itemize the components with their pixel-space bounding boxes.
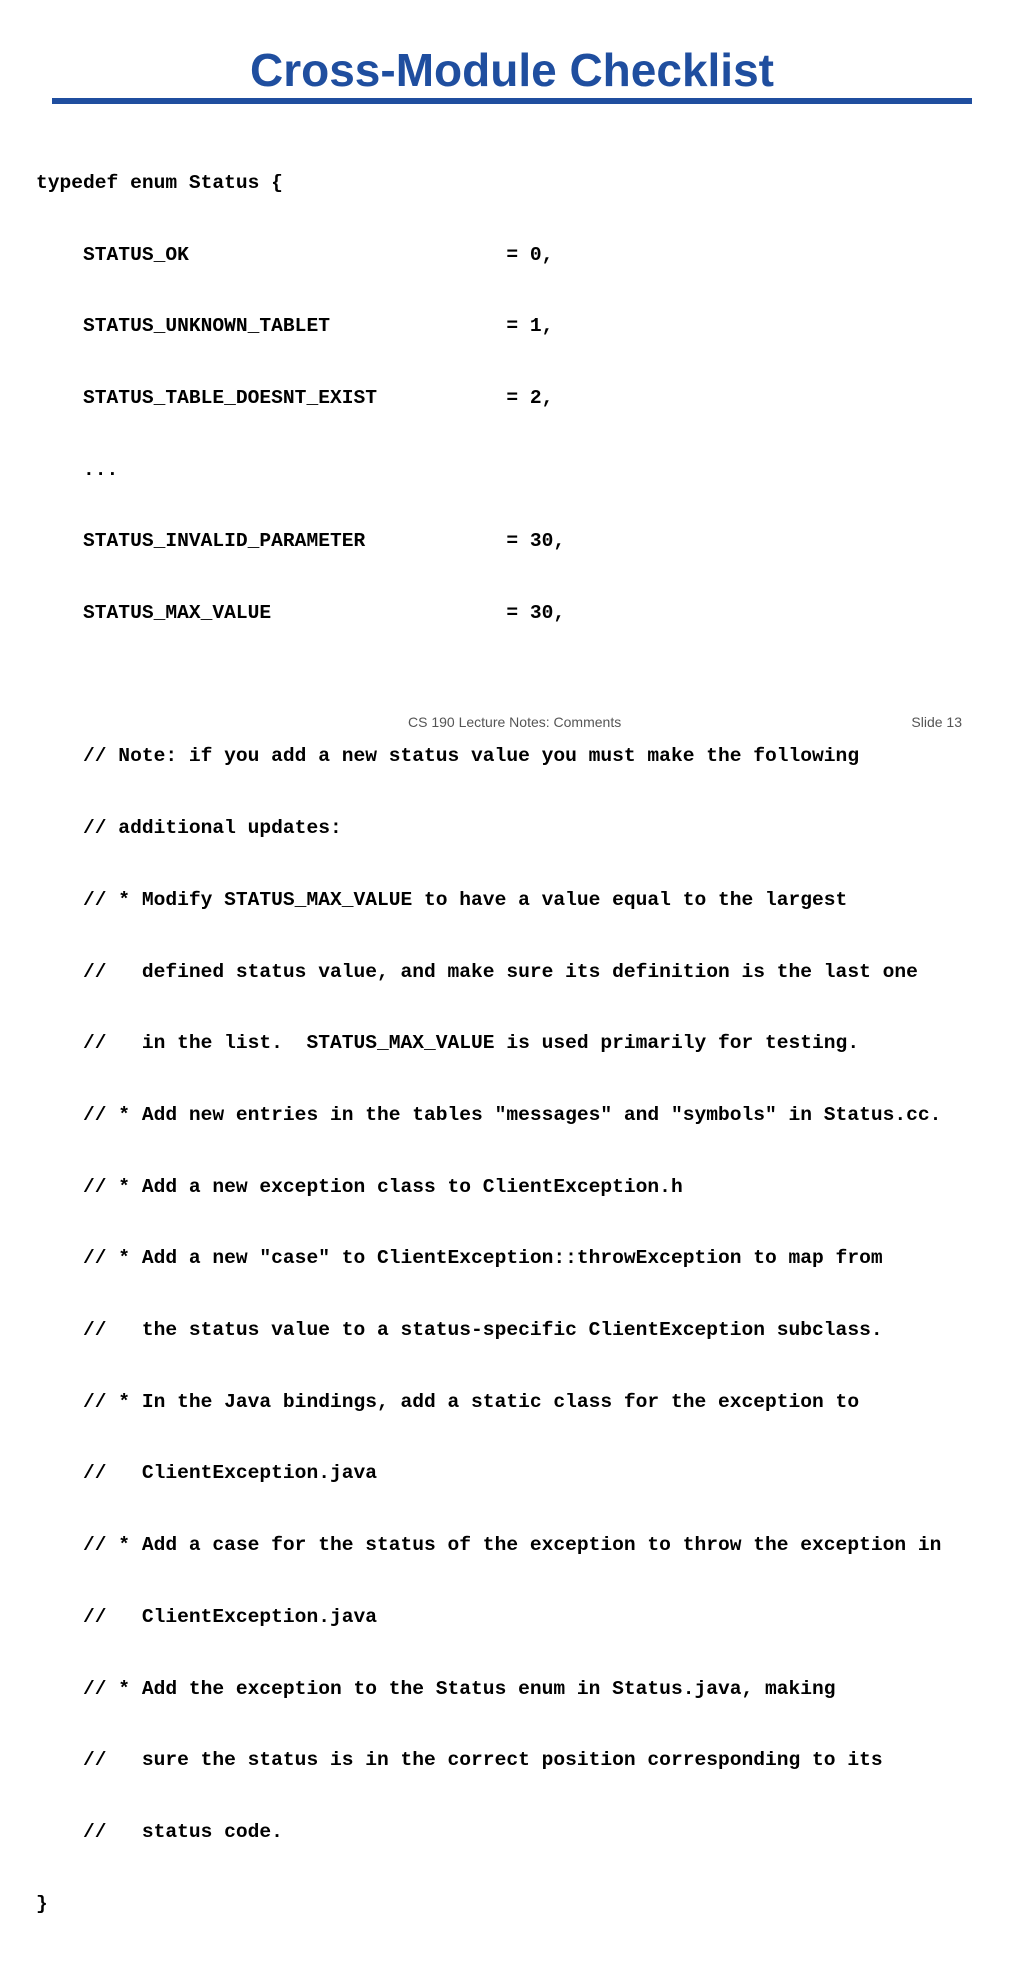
code-line: // status code. — [36, 1820, 283, 1843]
code-line: typedef enum Status { — [36, 171, 283, 194]
code-line: // * Add a case for the status of the exception to throw the exception in — [36, 1534, 942, 1557]
code-line: // * In the Java bindings, add a static class for the exception to — [36, 1390, 860, 1413]
code-line: // * Modify STATUS_MAX_VALUE to have a value equal to the largest — [36, 888, 848, 911]
code-line: STATUS_TABLE_DOESNT_EXIST = 2, — [36, 386, 554, 409]
code-line: STATUS_OK = 0, — [36, 243, 554, 266]
code-line: ... — [36, 458, 119, 481]
code-line: // the status value to a status-specific ClientException subclass. — [36, 1319, 883, 1342]
code-line: // ClientException.java — [36, 1605, 377, 1628]
code-line: // ClientException.java — [36, 1462, 377, 1485]
title-underline — [52, 98, 972, 104]
code-line: // * Add new entries in the tables "messages" and "symbols" in Status.cc. — [36, 1103, 942, 1126]
code-line: // in the list. STATUS_MAX_VALUE is used primarily for testing. — [36, 1032, 860, 1055]
code-line: // * Add a new "case" to ClientException::throwException to map from — [36, 1247, 883, 1270]
code-line: STATUS_INVALID_PARAMETER = 30, — [36, 530, 566, 553]
code-line — [36, 674, 941, 698]
footer-course-label: CS 190 Lecture Notes: Comments — [408, 714, 622, 730]
code-block — [36, 124, 941, 1964]
code-line: // Note: if you add a new status value you must make the following — [36, 745, 860, 768]
code-line: } — [36, 1892, 48, 1915]
slide-title: Cross-Module Checklist — [250, 44, 774, 96]
footer-slide-number: Slide 13 — [911, 714, 962, 730]
code-line: // * Add a new exception class to ClientException.h — [36, 1175, 683, 1198]
code-line: STATUS_UNKNOWN_TABLET = 1, — [36, 315, 554, 338]
code-line: STATUS_MAX_VALUE = 30, — [36, 602, 566, 625]
code-line: // defined status value, and make sure its definition is the last one — [36, 960, 918, 983]
code-line: // * Add the exception to the Status enum in Status.java, making — [36, 1677, 836, 1700]
code-line: // additional updates: — [36, 817, 342, 840]
code-line: // sure the status is in the correct position corresponding to its — [36, 1749, 883, 1772]
